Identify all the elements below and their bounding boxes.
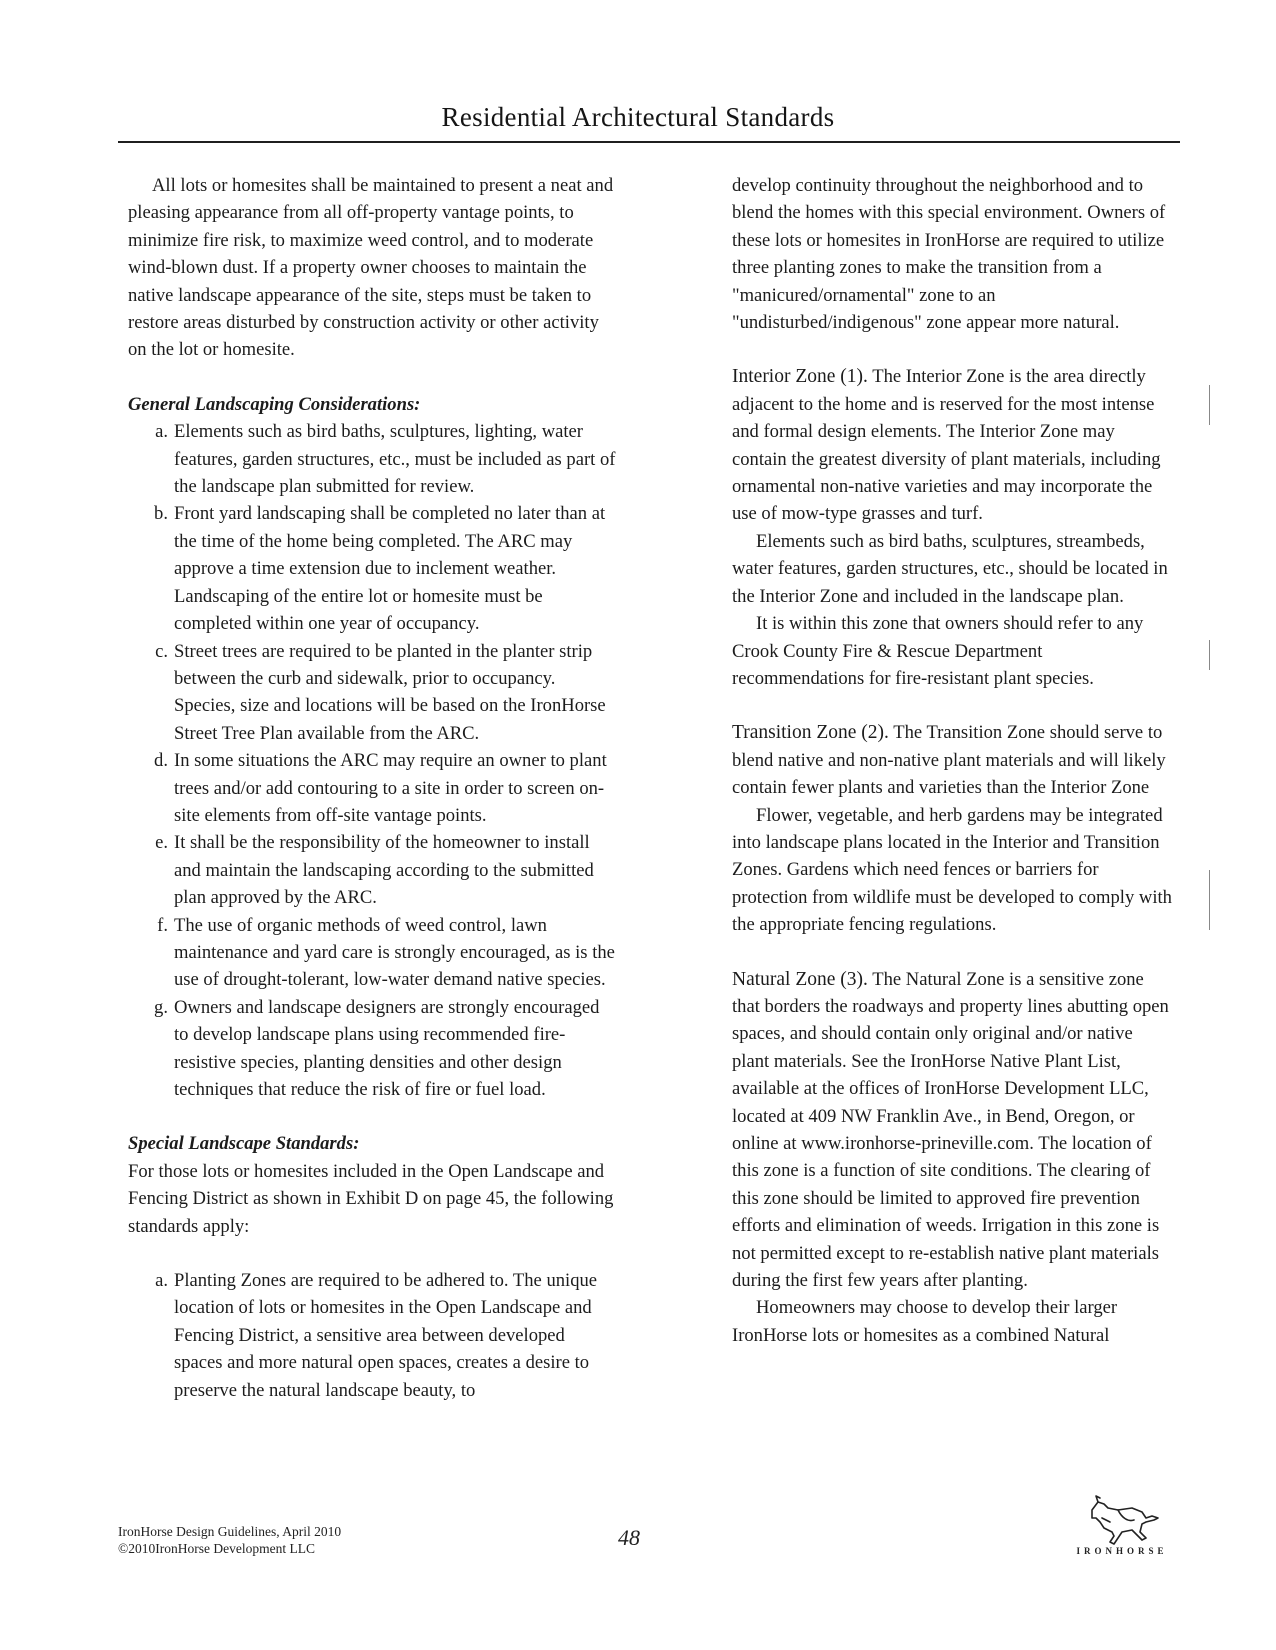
logo-wordmark: IRONHORSE	[1076, 1546, 1168, 1556]
list-item-marker: d.	[154, 750, 168, 772]
interior-zone-paragraph-3: It is within this zone that owners should refer to any Crook County Fire & Rescue Department recommendations for fire-resistant plant species.	[732, 613, 1144, 689]
transition-zone-title: Transition Zone (2).	[732, 722, 889, 744]
special-intro-paragraph: For those lots or homesites included in the Open Landscape and Fencing District as shown in Exhibit D on page 45, the following standards apply:	[128, 1160, 614, 1237]
footer-line-1: IronHorse Design Guidelines, April 2010	[118, 1524, 342, 1539]
natural-zone-paragraph	[732, 966, 1172, 1295]
continuation-paragraph: develop continuity throughout the neighborhood and to blend the homes with this special environment. Owners of these lots or homesites in IronHorse are required to utilize three planting zones to make the transition from a "manicured/ornamental" zone to an "undisturbed/indigenous" zone appear more natural.	[732, 175, 1166, 334]
list-item-text: Owners and landscape designers are strongly encouraged to develop landscape plans using recommended fire-resistive species, planting densities and other design techniques that reduce the risk of fire or fuel load.	[174, 996, 600, 1100]
general-landscaping-list	[144, 418, 616, 1103]
page-number: 48	[618, 1525, 640, 1550]
list-item-text: Street trees are required to be planted in the planter strip between the curb and sidewalk, prior to occupancy. Species, size and locations will be based on the IronHorse Street Tree Plan available from the ARC.	[174, 640, 606, 744]
intro-paragraph: All lots or homesites shall be maintained to present a neat and pleasing appearance from all off-property vantage points, to minimize fire risk, to maximize weed control, and to moderate wind-blown dust. If a property owner chooses to maintain the native landscape appearance of the site, steps must be taken to restore areas disturbed by construction activity or other activity on the lot or homesite.	[128, 175, 614, 361]
list-item-text: Front yard landscaping shall be completed no later than at the time of the home being completed. The ARC may approve a time extension due to inclement weather. Landscaping of the entire lot or homesite must be completed within one year of occupancy.	[174, 503, 606, 635]
scan-artifact	[1209, 385, 1210, 425]
list-item-text: It shall be the responsibility of the homeowner to install and maintain the landscaping according to the submitted plan approved by the ARC.	[174, 832, 594, 909]
list-item-marker: a.	[155, 1270, 168, 1292]
list-item	[144, 994, 616, 1104]
special-landscape-list	[144, 1267, 616, 1404]
list-item-text: In some situations the ARC may require an owner to plant trees and/or add contouring to a site in order to screen on-site elements from off-site vantage points.	[174, 750, 607, 826]
natural-zone-title: Natural Zone (3).	[732, 968, 868, 990]
list-item-text: The use of organic methods of weed control, lawn maintenance and yard care is strongly encouraged, as is the use of drought-tolerant, low-water demand native species.	[174, 914, 615, 991]
general-landscaping-heading: General Landscaping Considerations:	[128, 393, 421, 415]
special-landscape-heading: Special Landscape Standards:	[128, 1133, 360, 1155]
interior-zone-paragraph-2: Elements such as bird baths, sculptures, streambeds, water features, garden structures, etc., should be located in the Interior Zone and included in the landscape plan.	[732, 530, 1168, 607]
list-item-marker: b.	[154, 503, 168, 525]
transition-zone-paragraph-2: Flower, vegetable, and herb gardens may be integrated into landscape plans located in the Interior and Transition Zones. Gardens which need fences or barriers for protection from wildlife must be developed to comply with the appropriate fencing regulations.	[732, 804, 1172, 936]
right-column	[732, 172, 1172, 1349]
list-item-text: Elements such as bird baths, sculptures, lighting, water features, garden structures, etc., must be included as part of the landscape plan submitted for review.	[174, 421, 616, 498]
list-item	[144, 500, 616, 637]
list-item-marker: e.	[155, 832, 168, 854]
natural-zone-paragraph-2: Homeowners may choose to develop their larger IronHorse lots or homesites as a combined Natural	[732, 1297, 1118, 1346]
transition-zone-text: The Transition Zone should serve to blend native and non-native plant materials and will likely contain fewer plants and varieties than the Interior Zone	[732, 722, 1166, 799]
list-item	[144, 912, 616, 994]
list-item	[144, 418, 616, 500]
interior-zone-text: The Interior Zone is the area directly adjacent to the home and is reserved for the most intense and formal design elements. The Interior Zone may contain the greatest diversity of plant materials, including ornamental non-native varieties and may incorporate the use of mow-type grasses and turf.	[732, 366, 1161, 525]
natural-zone-text: The Natural Zone is a sensitive zone that borders the roadways and property lines abutting open spaces, and should contain only original and/or native plant materials. See the IronHorse Native Plant List, available at the offices of IronHorse Development LLC, located at 409 NW Franklin Ave., in Bend, Oregon, or online at www.ironhorse-prineville.com. The location of this zone is a function of site conditions. The clearing of this zone should be limited to approved fire prevention efforts and elimination of weeds. Irrigation in this zone is not permitted except to re-establish native plant materials during the first few years after planting.	[732, 968, 1169, 1292]
footer-credits	[118, 1523, 341, 1557]
interior-zone-title: Interior Zone (1).	[732, 366, 868, 388]
scan-artifact	[1209, 870, 1210, 930]
list-item-marker: g.	[154, 996, 168, 1018]
list-item-marker: c.	[155, 640, 168, 662]
list-item-marker: f.	[157, 914, 168, 936]
list-item	[144, 1267, 616, 1404]
page-title: Residential Architectural Standards	[441, 102, 835, 132]
left-column	[128, 172, 616, 1404]
interior-zone-paragraph	[732, 363, 1172, 527]
list-item	[144, 638, 616, 748]
scan-artifact	[1209, 640, 1210, 670]
footer-line-2: ©2010IronHorse Development LLC	[118, 1541, 315, 1556]
list-item	[144, 829, 616, 911]
list-item	[144, 747, 616, 829]
title-divider	[118, 141, 1180, 143]
list-item-text: Planting Zones are required to be adhered to. The unique location of lots or homesites in the Open Landscape and Fencing District, a sensitive area between developed spaces and more natural open spaces, creates a desire to preserve the natural landscape beauty, to	[174, 1270, 598, 1401]
transition-zone-paragraph	[732, 719, 1172, 801]
list-item-marker: a.	[155, 421, 168, 443]
